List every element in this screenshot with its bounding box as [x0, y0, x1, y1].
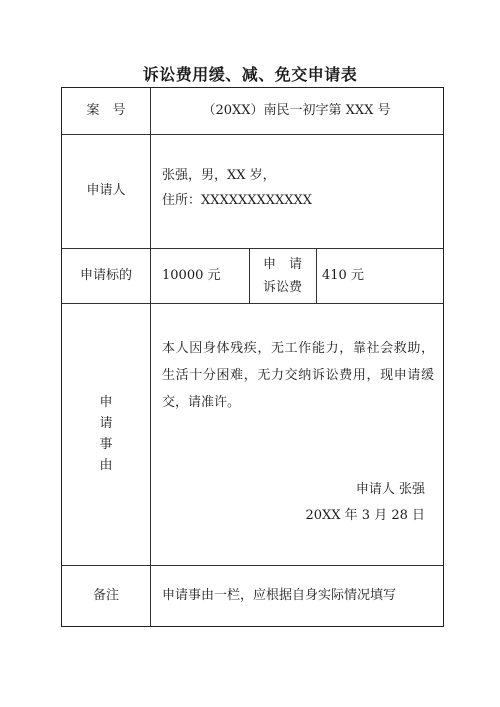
form-title: 诉讼费用缓、减、免交申请表: [142, 65, 358, 84]
reason-label-char: 事: [99, 437, 113, 452]
reason-label-char: 请: [99, 416, 113, 431]
application-date: 20XX 年 3 月 28 日: [305, 508, 425, 523]
case-number-label: 案 号: [86, 103, 126, 118]
reason-label-char: 申: [99, 395, 113, 410]
applicant-address: 住所：XXXXXXXXXXXX: [162, 193, 313, 208]
litigation-fee-label-line1: 申 请: [262, 256, 302, 272]
applicant-signature: 申请人 张强: [355, 482, 425, 497]
reason-label: [62, 303, 150, 565]
litigation-fee-value: 410 元: [322, 267, 364, 283]
claim-amount-label: 申请标的: [79, 267, 132, 283]
applicant-identity: 张强，男，XX 岁，: [162, 168, 276, 183]
litigation-fee-label: [249, 248, 316, 303]
reason-label-char: 由: [99, 458, 113, 473]
remarks-value: 申请事由一栏，应根据自身实际情况填写: [162, 587, 397, 603]
application-form-table: [61, 87, 444, 627]
remarks-label: 备注: [92, 587, 119, 603]
claim-amount-value: 10000 元: [162, 267, 221, 283]
applicant-info: [150, 134, 443, 248]
reason-text: 本人因身体残疾，无工作能力，靠社会救助，生活十分困难，无力交纳诉讼费用，现申请缓交，请准许。: [162, 341, 434, 410]
applicant-label: 申请人: [86, 183, 126, 198]
litigation-fee-label-line2: 诉讼费: [262, 279, 302, 295]
case-number-value: （20XX）南民一初字第 XXX 号: [202, 103, 391, 118]
